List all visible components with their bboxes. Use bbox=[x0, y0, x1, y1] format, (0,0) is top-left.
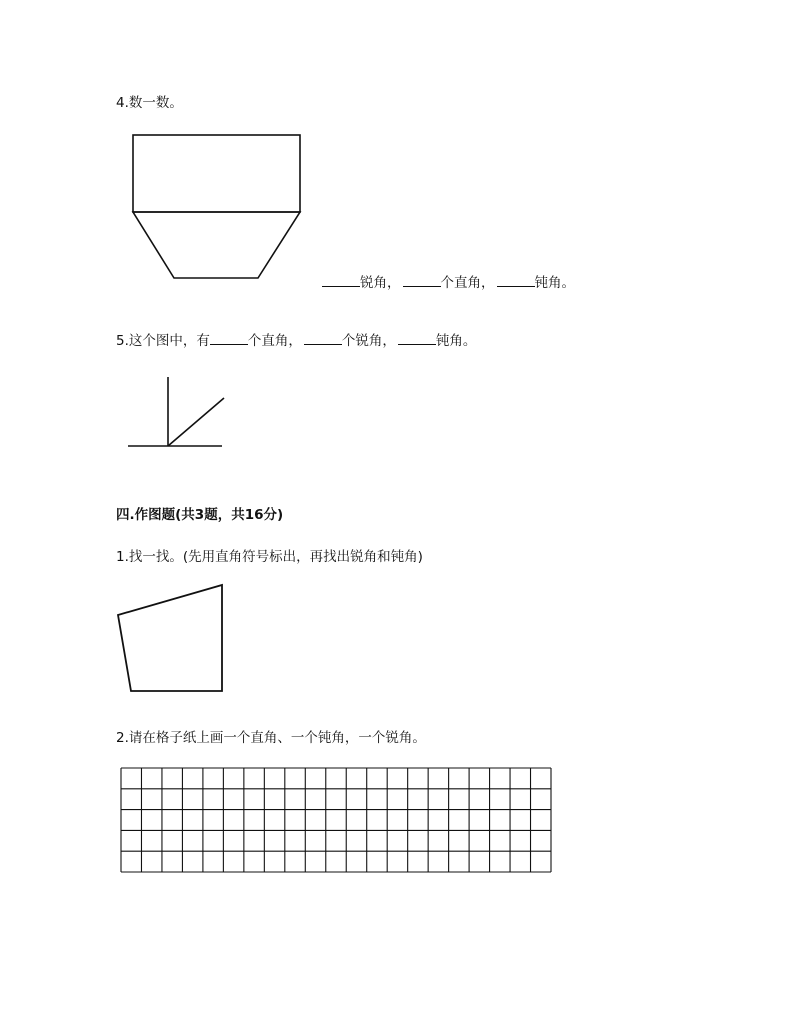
answer-label-obtuse: 钝角。 bbox=[534, 275, 575, 291]
section-4-question-1: 1.找一找。(先用直角符号标出，再找出锐角和钝角) bbox=[116, 549, 423, 565]
answer-label-acute: 锐角， bbox=[360, 275, 401, 291]
q5-label-obtuse: 钝角。 bbox=[435, 333, 477, 349]
q5-label-acute: 个锐角， bbox=[341, 333, 396, 349]
answer-label-right: 个直角， bbox=[440, 275, 495, 291]
section-4-heading: 四.作图题(共3题，共16分) bbox=[116, 507, 284, 523]
section-4-question-2: 2.请在格子纸上画一个直角、一个钝角，一个锐角。 bbox=[116, 730, 426, 746]
question-4-title: 4.数一数。 bbox=[116, 95, 183, 111]
question-5-prefix: 5.这个图中，有 bbox=[116, 333, 210, 349]
q5-label-right: 个直角， bbox=[247, 333, 302, 349]
